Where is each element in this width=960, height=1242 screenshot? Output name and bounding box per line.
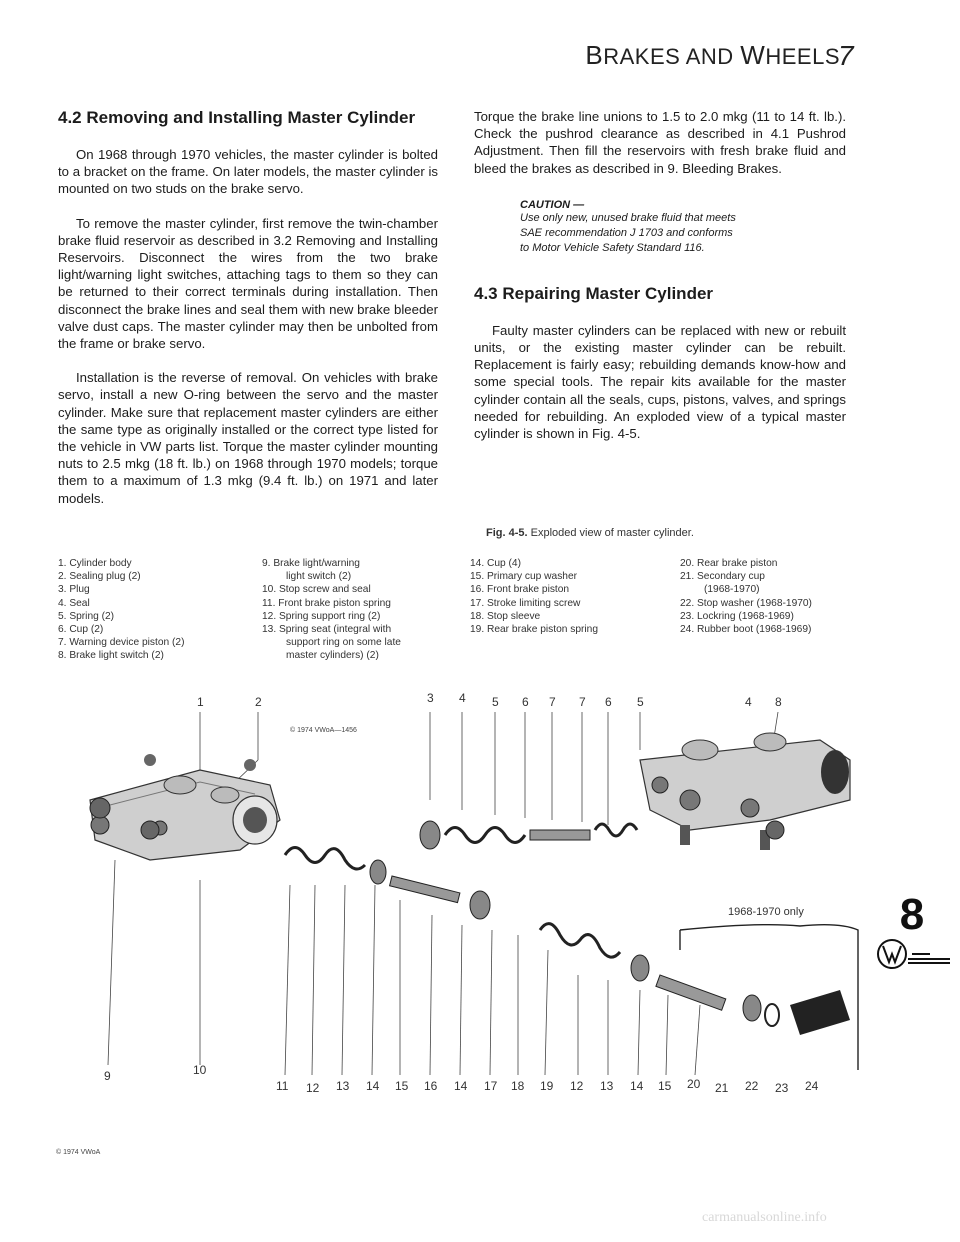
callout-label: 13 bbox=[336, 1079, 350, 1093]
caution-line: Use only new, unused brake fluid that meets bbox=[520, 211, 736, 224]
left-column bbox=[58, 108, 438, 524]
callout-label: 24 bbox=[805, 1079, 819, 1093]
legend-column-4 bbox=[680, 557, 812, 636]
legend-item: 4. Seal bbox=[58, 597, 90, 609]
legend-item: 5. Spring (2) bbox=[58, 610, 115, 622]
right-intro bbox=[474, 108, 846, 177]
section-heading-4-2: 4.2 Removing and Installing Master Cylinder bbox=[58, 108, 416, 127]
callout-label: 16 bbox=[424, 1079, 438, 1093]
legend-item: 20. Rear brake piston bbox=[680, 558, 778, 569]
callout-label: 15 bbox=[395, 1079, 409, 1093]
legend-item: 6. Cup (2) bbox=[58, 624, 104, 636]
callout-label: 14 bbox=[454, 1079, 468, 1093]
callout-label: 11 bbox=[276, 1079, 289, 1093]
legend-item: 19. Rear brake piston spring bbox=[470, 624, 598, 636]
paragraph: Installation is the reverse of removal. On vehicles with brake servo, install a new O-ring between the servo and the master cylinder. Make sure that replacement master cylinders are either the same type as originally installed or the correct type listed for the vehicle in VW parts list. Torque the master cylinder mounting nuts to 2.5 mkg (18 ft. lb.) on 1968 through 1970 models; torque them to a maximum of 1.3 mkg (9.4 ft. lb.) on 1971 and later models. bbox=[58, 370, 438, 506]
upper-internal-parts bbox=[420, 821, 637, 849]
callout-label: 13 bbox=[600, 1079, 614, 1093]
legend-item: 14. Cup (4) bbox=[470, 558, 521, 569]
callout-label: 12 bbox=[306, 1081, 320, 1095]
callout-label: 14 bbox=[366, 1079, 380, 1093]
legend-item: 18. Stop sleeve bbox=[470, 610, 541, 622]
callout-label: 20 bbox=[687, 1077, 701, 1091]
callout-label: 14 bbox=[630, 1079, 644, 1093]
legend-item: 1. Cylinder body bbox=[58, 558, 132, 569]
legend-column-3 bbox=[470, 557, 598, 636]
legend-item: 11. Front brake piston spring bbox=[262, 597, 391, 609]
paragraph: Torque the brake line unions to 1.5 to 2.0 mkg (11 to 14 ft. lb.). Check the pushrod clearance as described in 4.1 Pushrod Adjustment. Then fill the reservoirs with fresh brake fluid and bleed the brakes as described in 9. Bleeding Brakes. bbox=[474, 109, 846, 176]
legend-item: 22. Stop washer (1968-1970) bbox=[680, 597, 812, 609]
legend-item: 10. Stop screw and seal bbox=[262, 584, 371, 596]
callout-label: 4 bbox=[745, 695, 752, 709]
header-cap-w: W bbox=[740, 40, 766, 70]
master-cylinder-body-1 bbox=[90, 754, 280, 860]
inset-label: 1968-1970 only bbox=[728, 906, 804, 918]
right-body bbox=[474, 322, 846, 442]
callout-label: 4 bbox=[459, 691, 466, 705]
callout-label: 5 bbox=[492, 695, 499, 709]
callout-label: 19 bbox=[540, 1079, 554, 1093]
legend-item: 8. Brake light switch (2) bbox=[58, 650, 164, 662]
callout-label: 3 bbox=[427, 691, 434, 705]
caution-line: SAE recommendation J 1703 and conforms bbox=[520, 226, 733, 239]
callout-label: 6 bbox=[605, 695, 612, 709]
legend-item: 17. Stroke limiting screw bbox=[470, 597, 581, 609]
legend-item: 16. Front brake piston bbox=[470, 584, 570, 596]
callout-label: 5 bbox=[637, 695, 644, 709]
header-cap-b: B bbox=[585, 40, 604, 70]
legend-column-2 bbox=[262, 557, 401, 663]
figure-caption bbox=[486, 527, 694, 539]
legend-item: 13. Spring seat (integral with bbox=[262, 624, 392, 636]
callout-label: 2 bbox=[255, 695, 262, 709]
bottom-callouts bbox=[104, 1063, 819, 1095]
callout-label: 1 bbox=[197, 695, 204, 709]
callout-label: 22 bbox=[745, 1079, 759, 1093]
legend-item-cont: master cylinders) (2) bbox=[286, 650, 379, 662]
lower-internal-parts bbox=[285, 848, 850, 1036]
running-header bbox=[585, 40, 840, 71]
chapter-tab-number: 8 bbox=[899, 890, 925, 939]
callout-label: 15 bbox=[658, 1079, 672, 1093]
legend-item: 9. Brake light/warning bbox=[262, 558, 360, 569]
callout-label: 9 bbox=[104, 1069, 111, 1083]
callout-label: 21 bbox=[715, 1081, 729, 1095]
legend-item-cont: (1968-1970) bbox=[704, 584, 760, 596]
paragraph: Faulty master cylinders can be replaced with new or rebuilt units, or the existing master cylinder can be rebuilt. Replacement is fairly easy; rebuilding demands know-how and some special tools. The repair kits available for the master cylinder contain all the seals, cups, pistons, valves, and springs needed for rebuilding. An exploded view of a typical master cylinder is shown in Fig. 4-5. bbox=[474, 322, 846, 442]
figure-caption-text: Exploded view of master cylinder. bbox=[530, 527, 694, 539]
legend-item: 21. Secondary cup bbox=[680, 571, 765, 583]
caution-line: to Motor Vehicle Safety Standard 116. bbox=[520, 241, 705, 254]
vw-logo-icon bbox=[872, 937, 952, 971]
page-number: 7 bbox=[838, 40, 854, 71]
legend-item: 24. Rubber boot (1968-1969) bbox=[680, 624, 812, 636]
callout-label: 23 bbox=[775, 1081, 789, 1095]
callout-label: 18 bbox=[511, 1079, 525, 1093]
figure-label: Fig. 4-5. bbox=[486, 527, 528, 539]
legend-item: 23. Lockring (1968-1969) bbox=[680, 610, 794, 622]
top-callouts bbox=[197, 691, 782, 709]
callout-label: 8 bbox=[775, 695, 782, 709]
exploded-view-diagram bbox=[0, 690, 960, 1160]
callout-label: 17 bbox=[484, 1079, 498, 1093]
header-text-2: HEELS bbox=[765, 44, 840, 69]
callout-label: 7 bbox=[579, 695, 586, 709]
callout-label: 6 bbox=[522, 695, 529, 709]
right-column bbox=[474, 108, 846, 459]
legend-item: 2. Sealing plug (2) bbox=[58, 571, 141, 583]
header-text-1: RAKES AND bbox=[603, 44, 741, 69]
copyright-bottom: © 1974 VWoA bbox=[56, 1149, 101, 1156]
caution-title: CAUTION — bbox=[520, 198, 585, 211]
caution-block bbox=[520, 199, 846, 256]
master-cylinder-body-2 bbox=[640, 733, 850, 850]
callout-label: 10 bbox=[193, 1063, 207, 1077]
section-heading-4-3: 4.3 Repairing Master Cylinder bbox=[474, 283, 714, 303]
callout-label: 7 bbox=[549, 695, 556, 709]
callout-label: 12 bbox=[570, 1079, 584, 1093]
legend-item-cont: support ring on some late bbox=[286, 637, 401, 649]
legend-item: 7. Warning device piston (2) bbox=[58, 637, 185, 649]
watermark-text: carmanualsonline.info bbox=[702, 1210, 827, 1225]
chapter-tab bbox=[872, 890, 952, 976]
legend-item-cont: light switch (2) bbox=[286, 571, 352, 583]
legend-item: 12. Spring support ring (2) bbox=[262, 610, 381, 622]
copyright-inner: © 1974 VWoA—1456 bbox=[290, 727, 357, 734]
paragraph: To remove the master cylinder, first remove the twin-chamber brake fluid reservoir as described in 3.2 Removing and Installing Reservoirs. Disconnect the wires from the two brake light/warning light switches, attaching tags to them so they can be returned to their correct terminals during installation. Then disconnect the brake lines and seal them with new brake bleeder valve dust caps. The master cylinder may then be unbolted from the frame or brake servo. bbox=[58, 215, 438, 352]
paragraph: On 1968 through 1970 vehicles, the master cylinder is bolted to a bracket on the frame. On later models, the master cylinder is mounted on two studs on the brake servo. bbox=[58, 147, 438, 197]
legend-column-1 bbox=[58, 557, 184, 663]
legend-item: 3. Plug bbox=[58, 584, 90, 596]
legend-item: 15. Primary cup washer bbox=[470, 571, 578, 583]
left-body bbox=[58, 146, 438, 507]
